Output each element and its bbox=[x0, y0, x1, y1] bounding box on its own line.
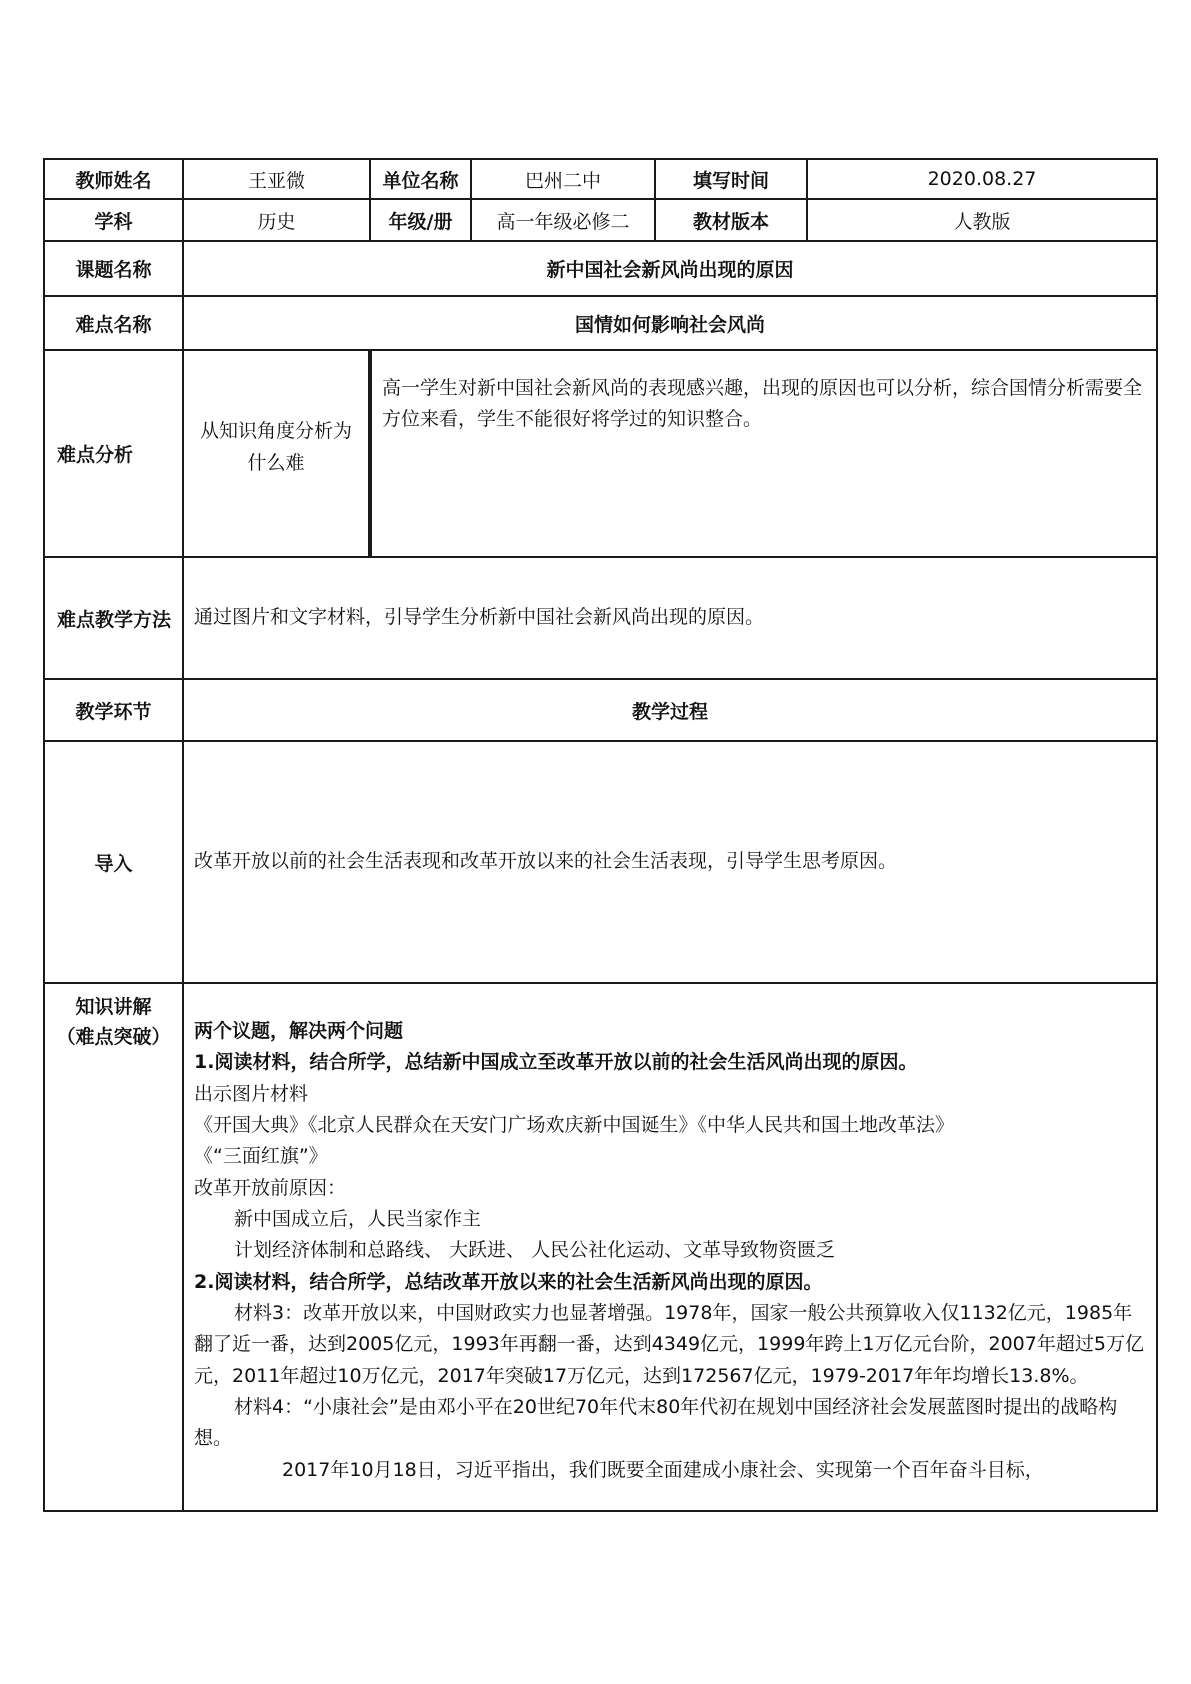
difficulty-value: 国情如何影响社会风尚 bbox=[183, 296, 1157, 350]
header-row-1 bbox=[44, 159, 1157, 199]
textbook-label: 教材版本 bbox=[655, 199, 807, 241]
teacher-name-label: 教师姓名 bbox=[44, 159, 183, 199]
material-4: 材料4：“小康社会”是由邓小平在20世纪70年代末80年代初在规划中国经济社会发展蓝图时提出的战略构想。 bbox=[194, 1396, 1118, 1450]
header-row-2 bbox=[44, 199, 1157, 241]
process-label: 教学过程 bbox=[183, 679, 1157, 741]
topic-label: 课题名称 bbox=[44, 241, 183, 296]
method-label: 难点教学方法 bbox=[44, 557, 183, 679]
difficulty-label: 难点名称 bbox=[44, 296, 183, 350]
section-label: 教学环节 bbox=[44, 679, 183, 741]
teacher-name-value: 王亚微 bbox=[183, 159, 370, 199]
picture-material-list-2: 《“三面红旗”》 bbox=[194, 1145, 328, 1168]
lesson-plan-table bbox=[43, 158, 1158, 1512]
process-header-row bbox=[44, 679, 1157, 741]
topic-row bbox=[44, 241, 1157, 296]
question-1: 1.阅读材料，结合所学，总结新中国成立至改革开放以前的社会生活风尚出现的原因。 bbox=[194, 1051, 918, 1074]
fill-date-label: 填写时间 bbox=[655, 159, 807, 199]
grade-value: 高一年级必修二 bbox=[471, 199, 655, 241]
analysis-sub-label: 从知识角度分析为什么难 bbox=[183, 350, 370, 557]
pre-reform-cause-2: 计划经济体制和总路线、 大跃进、 人民公社化运动、文革导致物资匮乏 bbox=[234, 1239, 836, 1262]
knowledge-row bbox=[44, 983, 1157, 1511]
picture-material-list: 《开国大典》《北京人民群众在天安门广场欢庆新中国诞生》《中华人民共和国土地改革法》 bbox=[194, 1114, 955, 1137]
intro-row bbox=[44, 741, 1157, 983]
material-4-continued: 2017年10月18日，习近平指出，我们既要全面建成小康社会、实现第一个百年奋斗目标， bbox=[282, 1458, 1044, 1481]
grade-label: 年级/册 bbox=[370, 199, 471, 241]
picture-material-heading: 出示图片材料 bbox=[194, 1082, 309, 1105]
analysis-row bbox=[44, 350, 1157, 557]
pre-reform-cause-1: 新中国成立后，人民当家作主 bbox=[234, 1208, 482, 1231]
pre-reform-causes-heading: 改革开放前原因： bbox=[194, 1176, 347, 1199]
knowledge-label-line2: （难点突破） bbox=[56, 1026, 171, 1049]
subject-label: 学科 bbox=[44, 199, 183, 241]
topic-value: 新中国社会新风尚出现的原因 bbox=[183, 241, 1157, 296]
question-2: 2.阅读材料，结合所学，总结改革开放以来的社会生活新风尚出现的原因。 bbox=[194, 1270, 823, 1293]
textbook-value: 人教版 bbox=[807, 199, 1157, 241]
analysis-text: 高一学生对新中国社会新风尚的表现感兴趣，出现的原因也可以分析，综合国情分析需要全方位来看，学生不能很好将学过的知识整合。 bbox=[370, 350, 1157, 557]
analysis-label: 难点分析 bbox=[44, 350, 183, 557]
intro-label: 导入 bbox=[44, 741, 183, 983]
material-3: 材料3：改革开放以来，中国财政实力也显著增强。1978年，国家一般公共预算收入仅1132亿元，1985年翻了近一番，达到2005亿元，1993年再翻一番，达到4349亿元，1999年跨上1万亿元台阶，2007年超过5万亿元，2011年超过10万亿元，2017年突破17万亿元，达到172567亿元，1979-2017年年均增长13.8%。 bbox=[194, 1302, 1144, 1387]
knowledge-intro-line: 两个议题，解决两个问题 bbox=[194, 1020, 404, 1042]
unit-name-label: 单位名称 bbox=[370, 159, 471, 199]
method-text: 通过图片和文字材料，引导学生分析新中国社会新风尚出现的原因。 bbox=[183, 557, 1157, 679]
method-row bbox=[44, 557, 1157, 679]
subject-value: 历史 bbox=[183, 199, 370, 241]
knowledge-label-line1: 知识讲解 bbox=[75, 996, 152, 1018]
intro-text: 改革开放以前的社会生活表现和改革开放以来的社会生活表现，引导学生思考原因。 bbox=[183, 741, 1157, 983]
knowledge-content bbox=[183, 983, 1157, 1511]
unit-name-value: 巴州二中 bbox=[471, 159, 655, 199]
fill-date-value: 2020.08.27 bbox=[807, 159, 1157, 199]
knowledge-label bbox=[44, 983, 183, 1511]
difficulty-row bbox=[44, 296, 1157, 350]
